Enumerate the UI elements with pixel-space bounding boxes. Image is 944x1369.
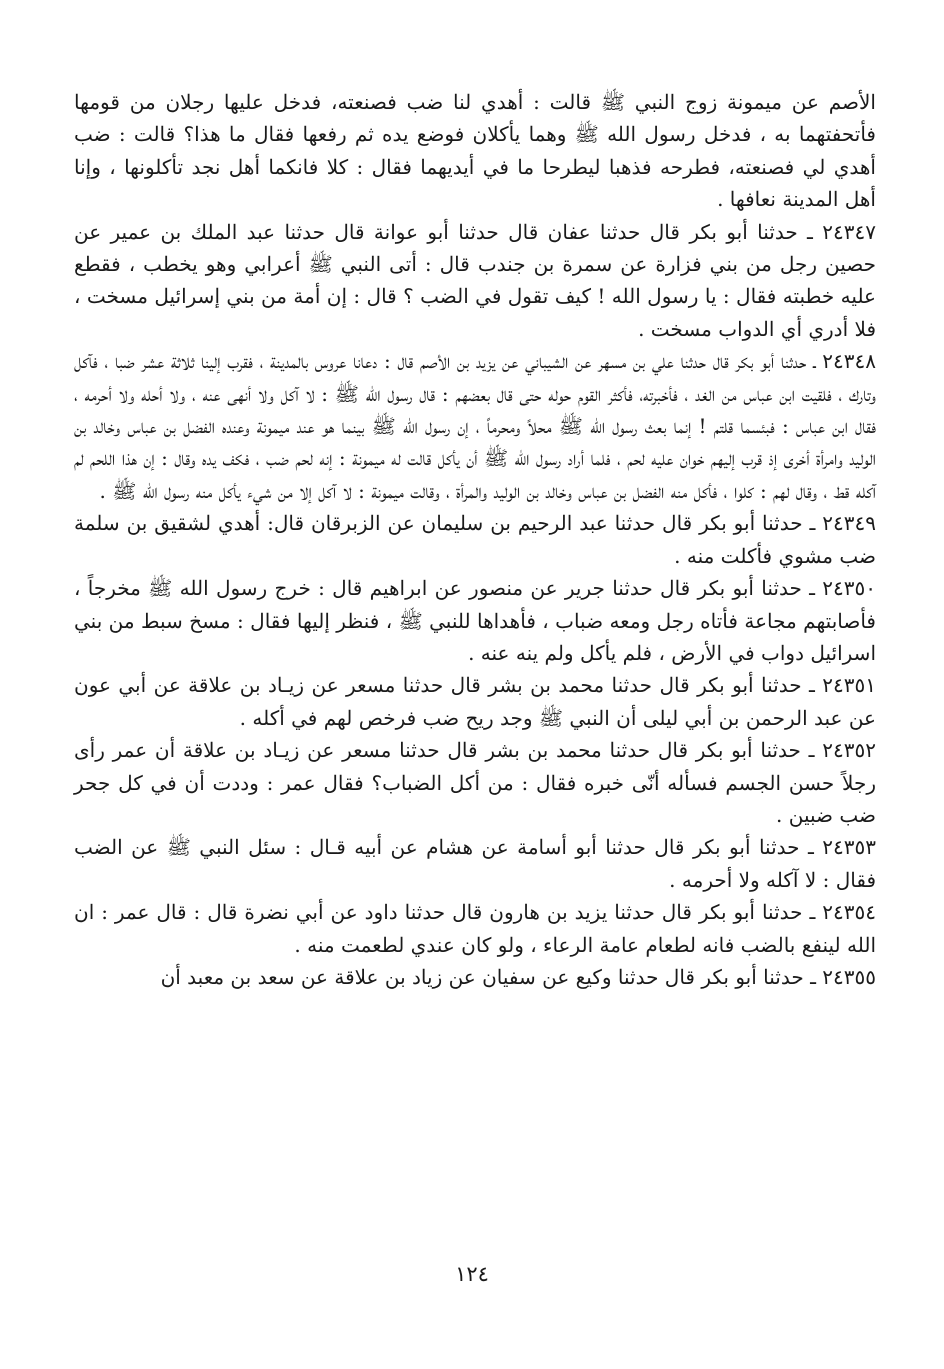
hadith-paragraph: ٢٤٣٤٩ ـ حدثنا أبو بكر قال حدثنا عبد الرحيم بن سليمان عن الزبرقان قال: أهدي لشقيق بن سلمة ضب مشوي فأكلت منه .: [74, 511, 876, 568]
hadith-paragraph: ٢٤٣٥٢ ـ حدثنا أبو بكر قال حدثنا محمد بن بشر قال حدثنا مسعر عن زيـاد بن علاقة أن عمر رأى رجلاً حسن الجسم فسأله أنّى خبره فقال : من أكل الضباب؟ فقال عمر : وددت أن في كل جحر ضب ضبين .: [74, 738, 876, 827]
hadith-paragraph: ٢٤٣٥٣ ـ حدثنا أبو بكر قال حدثنا أبو أسامة عن هشام عن أبيه قـال : سئل النبي ﷺ عن الضب فقال : لا آكله ولا أحرمه .: [74, 835, 876, 892]
hadith-paragraph: ٢٤٣٤٧ ـ حدثنا أبو بكر قال حدثنا عفان قال حدثنا أبو عوانة قال حدثنا عبد الملك بن عمير عن حصين رجل من بني فزارة عن سمرة بن جندب قال : أتى النبي ﷺ أعرابي وهو يخطب ، فقطع عليه خطبته فقال : يا رسول الله ! كيف تقول في الضب ؟ قال : إن أمة من بني إسرائيل مسخت ، فلا أدري أي الدواب مسخت .: [74, 219, 876, 341]
hadith-paragraph: ٢٤٣٥١ ـ حدثنا أبو بكر قال حدثنا محمد بن بشر قال حدثنا مسعر عن زيـاد بن علاقة عن أبي عون عن عبد الرحمن بن أبي ليلى أن النبي ﷺ وجد ريح ضب فرخص لهم في أكله .: [74, 673, 876, 730]
hadith-paragraph: ٢٤٣٥٤ ـ حدثنا أبو بكر قال حدثنا يزيد بن هارون قال حدثنا داود عن أبي نضرة قال : قال عمر : ان الله لينفع بالضب فانه لطعام عامة الرعاء ، ولو كان عندي لطعمت منه .: [74, 900, 876, 957]
hadith-paragraph: ٢٤٣٥٠ ـ حدثنا أبو بكر قال حدثنا جرير عن منصور عن ابراهيم قال : خرج رسول الله ﷺ مخرجاً ، فأصابتهم مجاعة فأتاه رجل ومعه ضباب ، فأهداها للنبي ﷺ ، فنظر إليها فقال : مسخ سبط من بني اسرائيل دواب في الأرض ، فلم يأكل ولم ينه عنه .: [74, 576, 876, 665]
paragraph: الأصم عن ميمونة زوج النبي ﷺ قالت : أهدي لنا ضب فصنعته، فدخل عليها رجلان من قومها فأتحفتهما به ، فدخل رسول الله ﷺ وهما يأكلان فوضع يده ثم رفعها فقال ما هذا؟ قالت : ضب أهدي لي فصنعته، فطرحه فذهبا ليطرحا ما في أيديهما فقال : كلا فانكما أهل نجد تأكلونها ، وإنا أهل المدينة نعافها .: [74, 90, 876, 212]
hadith-paragraph: ٢٤٣٥٥ ـ حدثنا أبو بكر قال حدثنا وكيع عن سفيان عن زياد بن علاقة عن سعد بن معبد أن: [160, 964, 876, 989]
hadith-paragraph: ٢٤٣٤٨ ـ حدثنا أبو بكر قال حدثنا علي بن مسهر عن الشيباني عن يزيد بن الأصم قال : دعانا عروس بالمدينة ، فقرب إلينا ثلاثة عشر ضبا ، فآكل وتارك ، فلقيت ابن عباس من الغد ، فأخبرته، فأكثر القوم حوله حتى قال بعضهم : قال رسول الله ﷺ : لا آكل ولا أنهى عنه ، ولا أحله ولا أحرمه ، فقال ابن عباس : فبئسما قلتم ! إنما بعث رسول الله ﷺ محلاً ومحرماً ، إن رسول الله ﷺ بينما هو عند ميمونة وعنده الفضل بن عباس وخالد بن الوليد وامرأة أخرى إذ قرب إليهم خوان عليه لحم ، فلما أراد رسول الله ﷺ أن يأكل قالت له ميمونة : إنه لحم ضب ، فكف يده وقال : إن هذا اللحم لم آكله قط ، وقال لهم : كلوا ، فأكل منه الفضل بن عباس وخالد بن الوليد والمرأة ، وقالت ميمونة : لا آكل إلا من شيء يأكل منه رسول الله ﷺ .: [74, 349, 877, 503]
page-body: [74, 86, 876, 993]
page-number: ١٢٤: [455, 1262, 489, 1286]
